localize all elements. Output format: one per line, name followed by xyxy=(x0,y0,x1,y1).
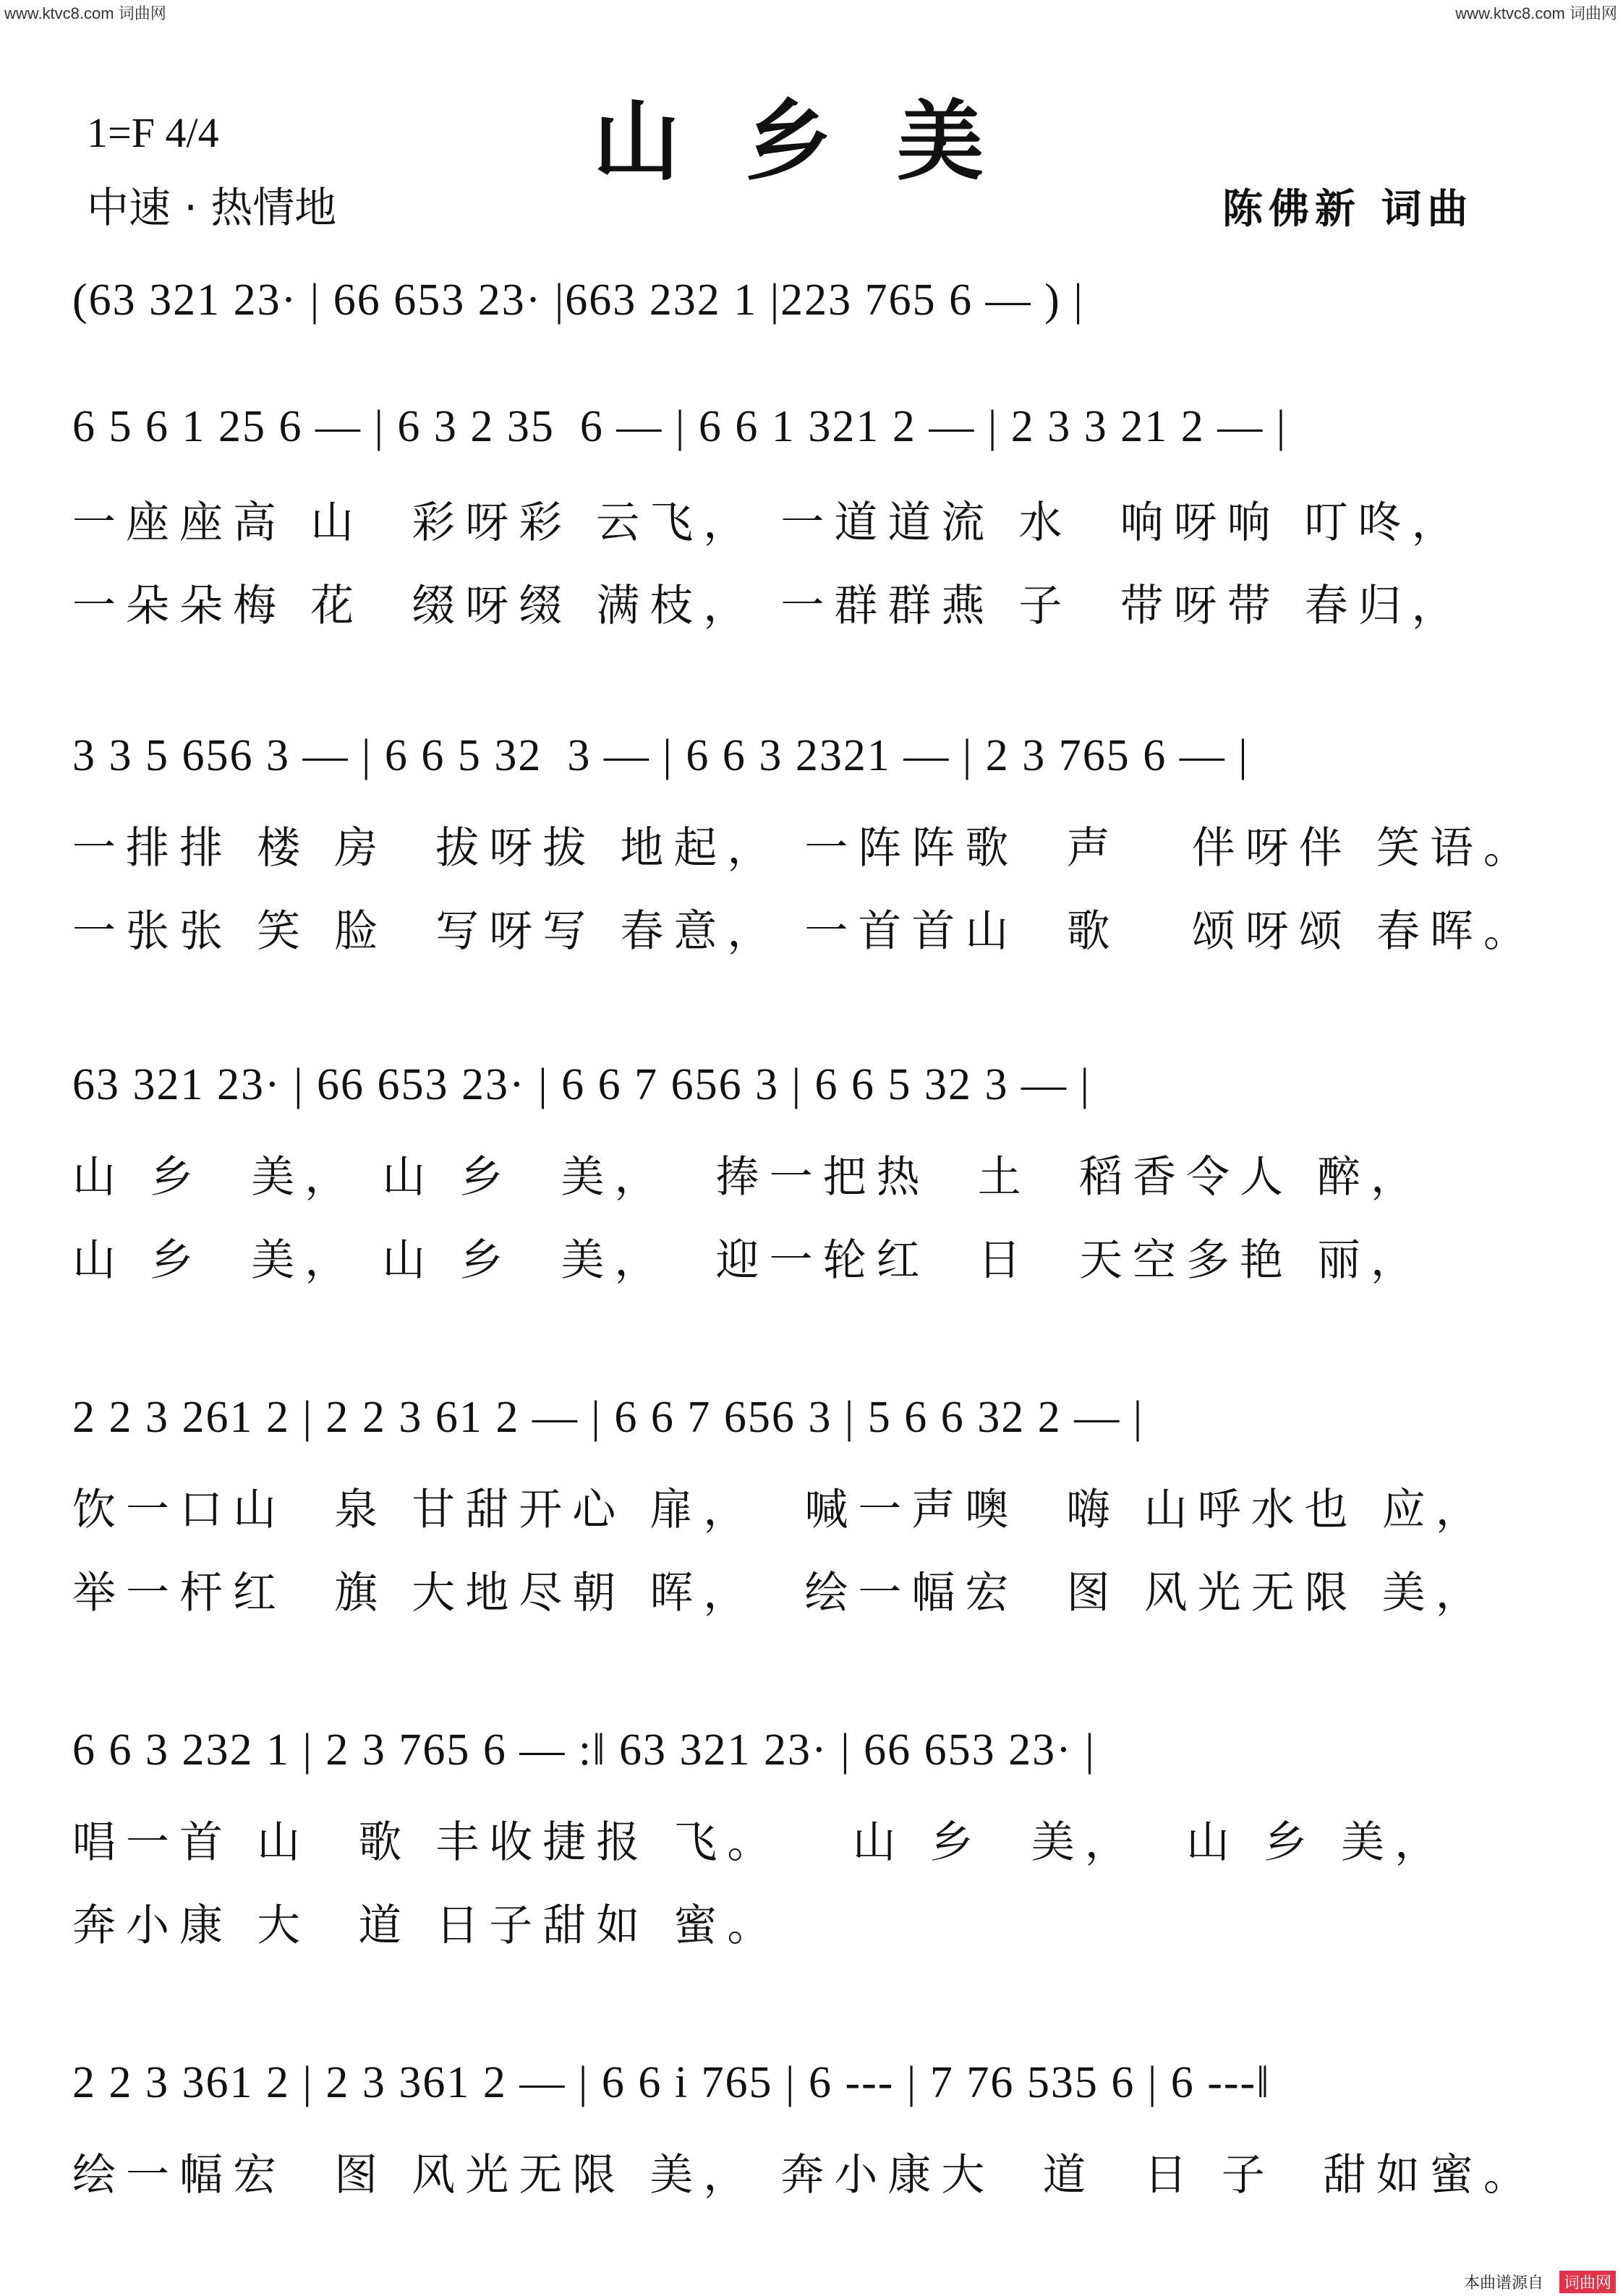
score-line-5-lyric-2: 举一杆红 旗 大地尽朝 晖， 绘一幅宏 图 风光无限 美， xyxy=(72,1568,1489,1618)
score-line-2-lyric-2: 一朵朵梅 花 缀呀缀 满枝， 一群群燕 子 带呀带 春归， xyxy=(72,581,1465,631)
score-line-2-lyric-1: 一座座高 山 彩呀彩 云飞， 一道道流 水 响呀响 叮咚， xyxy=(72,498,1465,548)
score-line-6-lyric-2: 奔小康 大 道 日子甜如 蜜。 xyxy=(72,1900,781,1951)
score-line-4-notes: 63 321 23· | 66 653 23· | 6 6 7 656 3 | 6 6 5 32 3 — | xyxy=(72,1060,1091,1109)
score-line-3-lyric-2: 一张张 笑 脸 写呀写 春意， 一首首山 歌 颂呀颂 春晖。 xyxy=(72,906,1537,957)
footer-source: 本曲谱源自 xyxy=(1463,2274,1543,2292)
score-line-5-notes: 2 2 3 261 2 | 2 2 3 61 2 — | 6 6 7 656 3 | 5 6 6 32 2 — | xyxy=(72,1393,1144,1442)
watermark-left: www.ktvc8.com 词曲网 xyxy=(4,4,166,22)
watermark-right: www.ktvc8.com 词曲网 xyxy=(1455,4,1617,22)
score-line-1-notes: (63 321 23· | 66 653 23· |663 232 1 |223 765 6 — ) | xyxy=(72,276,1084,325)
score-line-6-lyric-1: 唱一首 山 歌 丰收捷报 飞。 山 乡 美， 山 乡 美， xyxy=(72,1817,1449,1868)
score-line-2-notes: 6 5 6 1 25 6 — | 6 3 2 35 6 — | 6 6 1 321 2 — | 2 3 3 21 2 — | xyxy=(72,402,1287,451)
footer-site-badge[interactable]: 词曲网 xyxy=(1559,2271,1616,2293)
score-line-7-notes: 2 2 3 361 2 | 2 3 361 2 — | 6 6 i 765 | 6 --- | 7 76 535 6 | 6 ---‖ xyxy=(72,2058,1271,2107)
song-title: 山乡美 xyxy=(593,90,1049,192)
tempo-marking: 中速 · 热情地 xyxy=(87,183,337,232)
composer-credit: 陈佛新 词曲 xyxy=(1222,186,1474,233)
score-line-4-lyric-2: 山 乡 美， 山 乡 美， 迎一轮红 日 天空多艳 丽， xyxy=(72,1235,1425,1286)
score-line-3-lyric-1: 一排排 楼 房 拔呀拔 地起， 一阵阵歌 声 伴呀伴 笑语。 xyxy=(72,823,1537,874)
key-signature: 1=F 4/4 xyxy=(87,109,219,156)
score-line-7-lyric-1: 绘一幅宏 图 风光无限 美， 奔小康大 道 日 子 甜如蜜。 xyxy=(72,2150,1537,2201)
score-line-5-lyric-1: 饮一口山 泉 甘甜开心 扉， 喊一声噢 嗨 山呼水也 应， xyxy=(72,1485,1489,1535)
score-line-6-notes: 6 6 3 232 1 | 2 3 765 6 — :‖ 63 321 23· | 66 653 23· | xyxy=(72,1725,1096,1775)
score-line-4-lyric-1: 山 乡 美， 山 乡 美， 捧一把热 土 稻香令人 醉， xyxy=(72,1152,1425,1203)
score-line-3-notes: 3 3 5 656 3 — | 6 6 5 32 3 — | 6 6 3 2321 — | 2 3 765 6 — | xyxy=(72,731,1249,780)
